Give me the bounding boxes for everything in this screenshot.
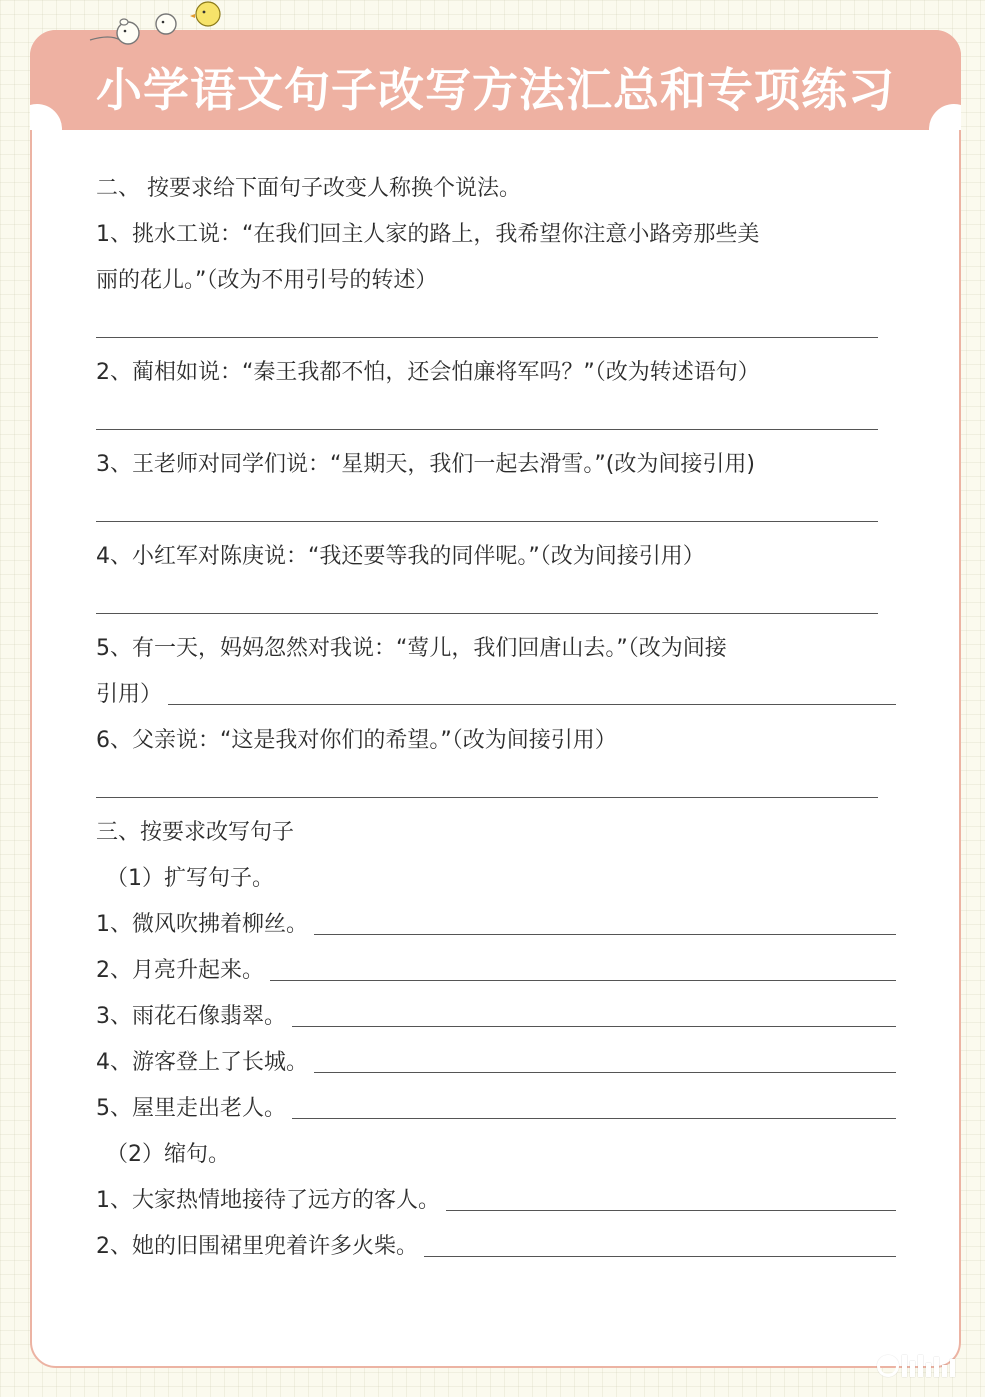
question-text [96, 672, 896, 718]
answer-line[interactable] [96, 488, 896, 534]
shorten-item: 1、大家热情地接待了远方的客人。 [96, 1188, 440, 1213]
question-text [96, 350, 896, 396]
exercise-row [96, 1040, 896, 1086]
question-4-text: 4、小红军对陈庚说：“我还要等我的同伴呢。”（改为间接引用） [96, 544, 705, 569]
chick-decoration-icon [80, 0, 240, 48]
question-2-text: 2、蔺相如说：“秦王我都不怕，还会怕廉将军吗？”（改为转述语句） [96, 360, 760, 385]
question-text [96, 258, 896, 304]
subsection-heading [96, 856, 896, 902]
question-6-text: 6、父亲说：“这是我对你们的希望。”（改为间接引用） [96, 728, 617, 753]
question-text [96, 442, 896, 488]
answer-line[interactable] [446, 1209, 896, 1211]
section-heading [96, 166, 896, 212]
answer-line[interactable] [424, 1255, 896, 1257]
section-2-heading: 二、 按要求给下面句子改变人称换个说法。 [96, 176, 521, 201]
shorten-item: 2、她的旧围裙里兜着许多火柴。 [96, 1234, 418, 1259]
answer-line[interactable] [96, 580, 896, 626]
question-5-text: 5、有一天，妈妈忽然对我说：“莺儿，我们回唐山去。”（改为间接 [96, 636, 727, 661]
question-5-instruction: 引用） [96, 682, 163, 707]
answer-line[interactable] [292, 1025, 896, 1027]
answer-line[interactable] [168, 703, 896, 705]
subsection-heading [96, 1132, 896, 1178]
answer-line[interactable] [96, 764, 896, 810]
exercise-row [96, 1178, 896, 1224]
expand-item: 1、微风吹拂着柳丝。 [96, 912, 308, 937]
answer-line[interactable] [314, 933, 896, 935]
question-1-text: 1、挑水工说：“在我们回主人家的路上，我希望你注意小路旁那些美 [96, 222, 760, 247]
shorten-heading: （2）缩句。 [106, 1142, 230, 1167]
expand-item: 2、月亮升起来。 [96, 958, 264, 983]
question-text [96, 534, 896, 580]
answer-line[interactable] [292, 1117, 896, 1119]
expand-heading: （1）扩写句子。 [106, 866, 274, 891]
question-1-instruction: 丽的花儿。”（改为不用引号的转述） [96, 268, 438, 293]
watermark-logo-icon [877, 1355, 955, 1377]
exercise-row [96, 994, 896, 1040]
answer-line[interactable] [270, 979, 896, 981]
question-text [96, 212, 896, 258]
section-3-heading: 三、按要求改写句子 [96, 820, 295, 845]
answer-line[interactable] [96, 304, 896, 350]
exercise-row [96, 902, 896, 948]
exercise-row [96, 948, 896, 994]
expand-item: 4、游客登上了长城。 [96, 1050, 308, 1075]
expand-item: 5、屋里走出老人。 [96, 1096, 286, 1121]
answer-line[interactable] [96, 396, 896, 442]
question-text [96, 626, 896, 672]
exercise-row [96, 1086, 896, 1132]
section-heading [96, 810, 896, 856]
answer-line[interactable] [314, 1071, 896, 1073]
worksheet-content [96, 166, 896, 1270]
question-3-text: 3、王老师对同学们说：“星期天，我们一起去滑雪。”(改为间接引用) [96, 452, 755, 477]
expand-item: 3、雨花石像翡翠。 [96, 1004, 286, 1029]
exercise-row [96, 1224, 896, 1270]
question-text [96, 718, 896, 764]
page-title: 小学语文句子改写方法汇总和专项练习 [96, 63, 895, 117]
